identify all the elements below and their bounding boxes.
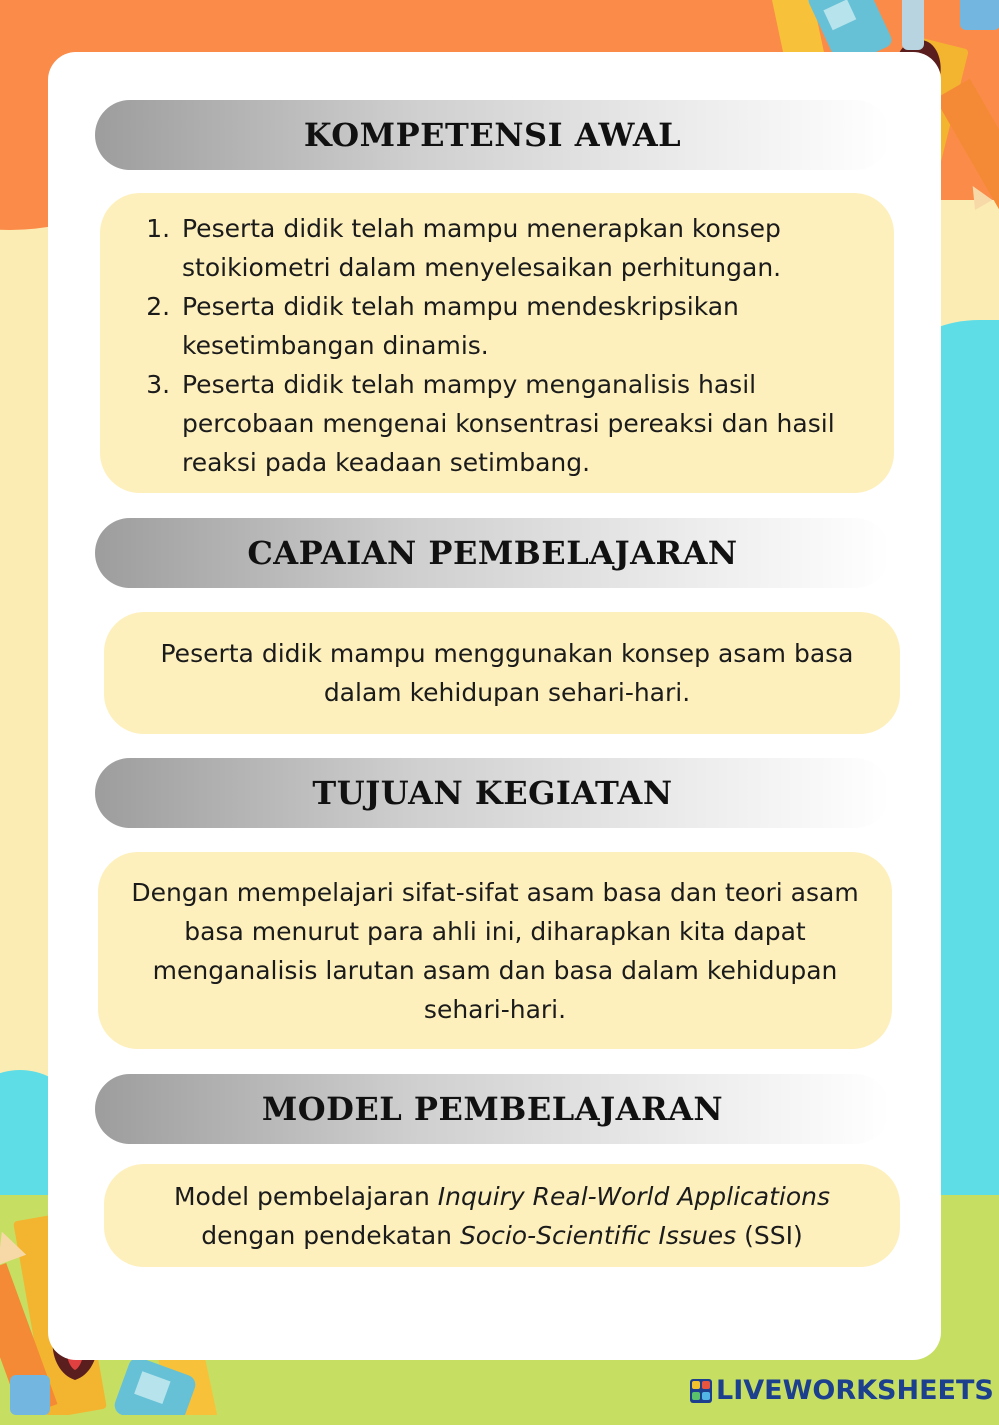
liveworksheets-badge-icon <box>690 1379 712 1403</box>
section-header-capaian <box>95 518 890 588</box>
list-item: 3. Peserta didik telah mampy menganalisis hasil percobaan mengenai konsentrasi pereaksi dan hasil reaksi pada keadaan setimbang. <box>178 365 894 482</box>
section-title: KOMPETENSI AWAL <box>303 116 682 154</box>
kompetensi-box <box>100 193 894 493</box>
list-item: 1. Peserta didik telah mampu menerapkan konsep stoikiometri dalam menyelesaikan perhitungan. <box>178 209 894 287</box>
tujuan-box <box>98 852 892 1049</box>
section-title: TUJUAN KEGIATAN <box>312 774 673 812</box>
model-text-part: Model pembelajaran <box>173 1181 438 1211</box>
section-header-tujuan <box>95 758 890 828</box>
tujuan-text: Dengan mempelajari sifat-sifat asam basa dan teori asam basa menurut para ahli ini, diharapkan kita dapat menganalisis larutan asam dan basa dalam kehidupan sehari-hari. <box>131 877 859 1024</box>
model-text-part: dengan pendekatan <box>201 1220 460 1250</box>
section-title: MODEL PEMBELAJARAN <box>261 1090 724 1128</box>
capaian-box <box>104 612 900 734</box>
model-text <box>104 1177 900 1255</box>
capaian-text: Peserta didik mampu menggunakan konsep asam basa dalam kehidupan sehari-hari. <box>160 639 854 707</box>
model-text-part: (SSI) <box>736 1220 803 1250</box>
kompetensi-list <box>100 209 894 482</box>
logo-text: LIVEWORKSHEETS <box>716 1375 994 1406</box>
section-title: CAPAIAN PEMBELAJARAN <box>247 534 738 572</box>
section-header-model <box>95 1074 890 1144</box>
list-item: 2. Peserta didik telah mampu mendeskripsikan kesetimbangan dinamis. <box>178 287 894 365</box>
model-text-italic: Socio-Scientific Issues <box>459 1220 737 1250</box>
liveworksheets-logo[interactable] <box>690 1375 994 1406</box>
model-box <box>104 1164 900 1267</box>
model-text-italic: Inquiry Real-World Applications <box>437 1181 831 1211</box>
section-header-kompetensi <box>95 100 890 170</box>
